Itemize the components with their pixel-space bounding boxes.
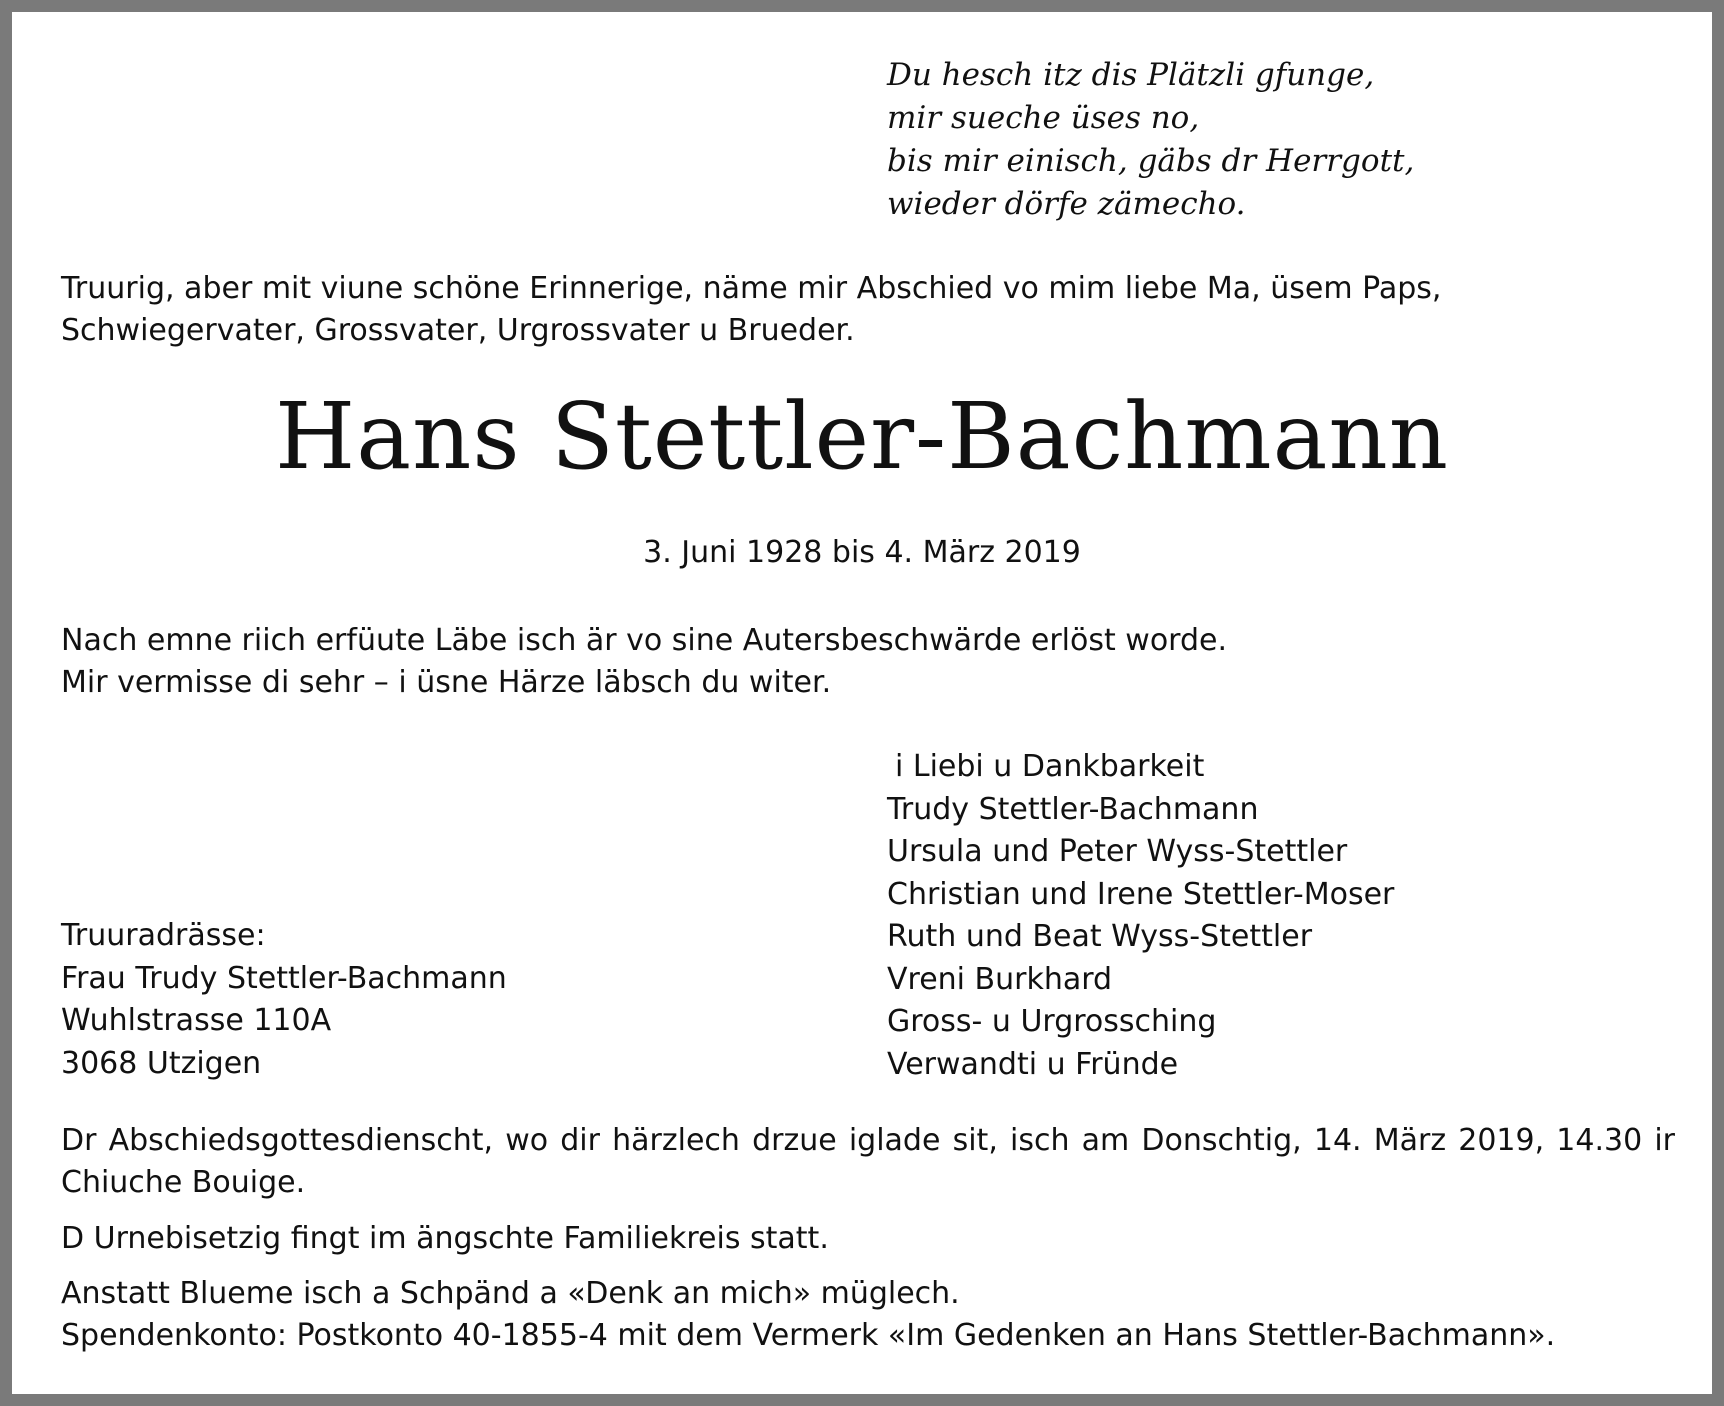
deceased-name: Hans Stettler-Bachmann xyxy=(275,383,1449,490)
life-dates: 3. Juni 1928 bis 4. März 2019 xyxy=(643,535,1081,570)
poem-line: mir sueche üses no, xyxy=(887,100,1200,136)
mourning-address xyxy=(61,915,507,1085)
mourner-name: Vreni Burkhard xyxy=(887,961,1113,997)
obituary-notice xyxy=(12,12,1712,1394)
poem-line: Du hesch itz dis Plätzli gfunge, xyxy=(887,57,1375,93)
address-line: Wuhlstrasse 110A xyxy=(61,1003,332,1038)
address-line: 3068 Utzigen xyxy=(61,1045,262,1081)
address-label: Truuradrässe: xyxy=(61,918,266,953)
intro-paragraph: Truurig, aber mit viune schöne Erinnerige, näme mir Abschied vo mim liebe Ma, üsem Paps, Schwiegervater, Grossvater, Urgrossvater u Brueder. xyxy=(61,271,1442,348)
farewell-message xyxy=(61,620,1227,704)
poem-line: wieder dörfe zämecho. xyxy=(887,186,1246,222)
message-line: Nach emne riich erfüute Läbe isch är vo sine Autersbeschwärde erlöst worde. xyxy=(61,623,1228,658)
message-line: Mir vermisse di sehr – i üsne Härze läbsch du witer. xyxy=(61,665,832,700)
donation-line: Spendenkonto: Postkonto 40-1855-4 mit dem Vermerk «Im Gedenken an Hans Stettler-Bachmann». xyxy=(61,1318,1556,1353)
address-line: Frau Trudy Stettler-Bachmann xyxy=(61,960,507,996)
mourner-name: Christian und Irene Stettler-Moser xyxy=(887,876,1395,912)
mourner-name: Ursula und Peter Wyss-Stettler xyxy=(887,834,1348,869)
service-announcement: Dr Abschiedsgottesdienscht, wo dir härzlech drzue iglade sit, isch am Donschtig, 14. März 2019, 14.30 ir Chiuche Bouige. xyxy=(61,1123,1675,1200)
mourners-greeting: i Liebi u Dankbarkeit xyxy=(895,749,1205,784)
mourner-name: Verwandti u Fründe xyxy=(887,1046,1179,1082)
burial-note: D Urnebisetzig fingt im ängschte Familiekreis statt. xyxy=(61,1221,829,1256)
donation-line: Anstatt Blueme isch a Schpänd a «Denk an mich» müglech. xyxy=(61,1276,960,1311)
mourner-name: Trudy Stettler-Bachmann xyxy=(887,791,1259,827)
poem-line: bis mir einisch, gäbs dr Herrgott, xyxy=(887,143,1415,179)
mourner-name: Gross- u Urgrossching xyxy=(887,1004,1217,1039)
poem-verse xyxy=(887,54,1414,226)
mourners-list xyxy=(887,746,1394,1086)
mourner-name: Ruth und Beat Wyss-Stettler xyxy=(887,919,1313,954)
donation-note xyxy=(61,1273,1555,1357)
